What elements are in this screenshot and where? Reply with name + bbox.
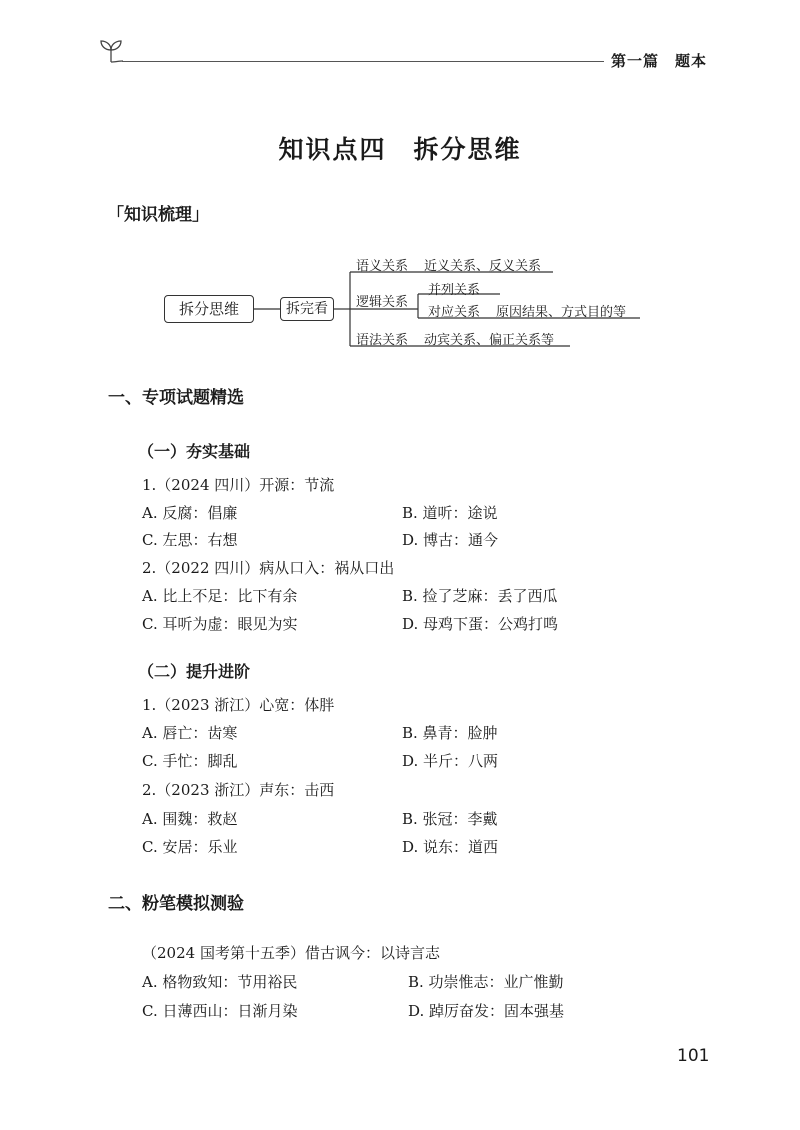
mindmap-root: 拆分思维 [164,295,254,323]
mindmap-branch: 拆完看 [280,297,334,321]
option: C. 日薄西山：日渐月染 [142,1002,298,1020]
header-section-label: 第一篇 题本 [611,52,708,70]
question-stem: 2.（2022 四川）病从口入：祸从口出 [142,559,395,577]
option: B. 功崇惟志：业广惟勤 [408,973,564,991]
option: D. 踔厉奋发：固本强基 [408,1002,565,1020]
question-stem: 1.（2023 浙江）心宽：体胖 [142,696,335,714]
option: A. 格物致知：节用裕民 [142,973,298,991]
option: C. 手忙：脚乱 [142,752,238,770]
page-title: 知识点四 拆分思维 [278,135,522,164]
option: A. 反腐：倡廉 [142,504,238,522]
question-stem: （2024 国考第十五季）借古讽今：以诗言志 [142,944,440,962]
mindmap-sub-detail: 原因结果、方式目的等 [496,305,627,320]
option: D. 母鸡下蛋：公鸡打鸣 [402,615,559,633]
option: B. 鼻青：脸肿 [402,724,498,742]
question-stem: 1.（2024 四川）开源：节流 [142,476,335,494]
mindmap-node-label: 语法关系 [356,333,409,348]
option: D. 博古：通今 [402,531,499,549]
mindmap-sub-label: 对应关系 [428,305,481,320]
section-heading: 一、专项试题精选 [108,388,244,408]
mindmap-node-detail: 动宾关系、偏正关系等 [424,333,555,348]
mindmap-node-detail: 近义关系、反义关系 [424,259,542,274]
mindmap-node-label: 逻辑关系 [356,295,409,310]
option: D. 半斤：八两 [402,752,499,770]
page-number: 101 [677,1046,710,1066]
option: B. 道听：途说 [402,504,498,522]
option: C. 耳听为虚：眼见为实 [142,615,298,633]
option: B. 张冠：李戴 [402,810,498,828]
option: A. 比上不足：比下有余 [142,587,298,605]
option: B. 捡了芝麻：丢了西瓜 [402,587,558,605]
option: C. 左思：右想 [142,531,238,549]
mindmap-node-label: 语义关系 [356,259,409,274]
subsection-heading: （二）提升进阶 [138,662,251,681]
option: D. 说东：道西 [402,838,499,856]
question-stem: 2.（2023 浙江）声东：击西 [142,781,335,799]
subsection-heading: （一）夯实基础 [138,442,251,461]
option: C. 安居：乐业 [142,838,238,856]
option: A. 唇亡：齿寒 [142,724,238,742]
review-tag: 「知识梳理」 [107,205,209,225]
mindmap-sub-label: 并列关系 [428,283,481,298]
option: A. 围魏：救赵 [142,810,238,828]
section-heading: 二、粉笔模拟测验 [108,894,244,914]
